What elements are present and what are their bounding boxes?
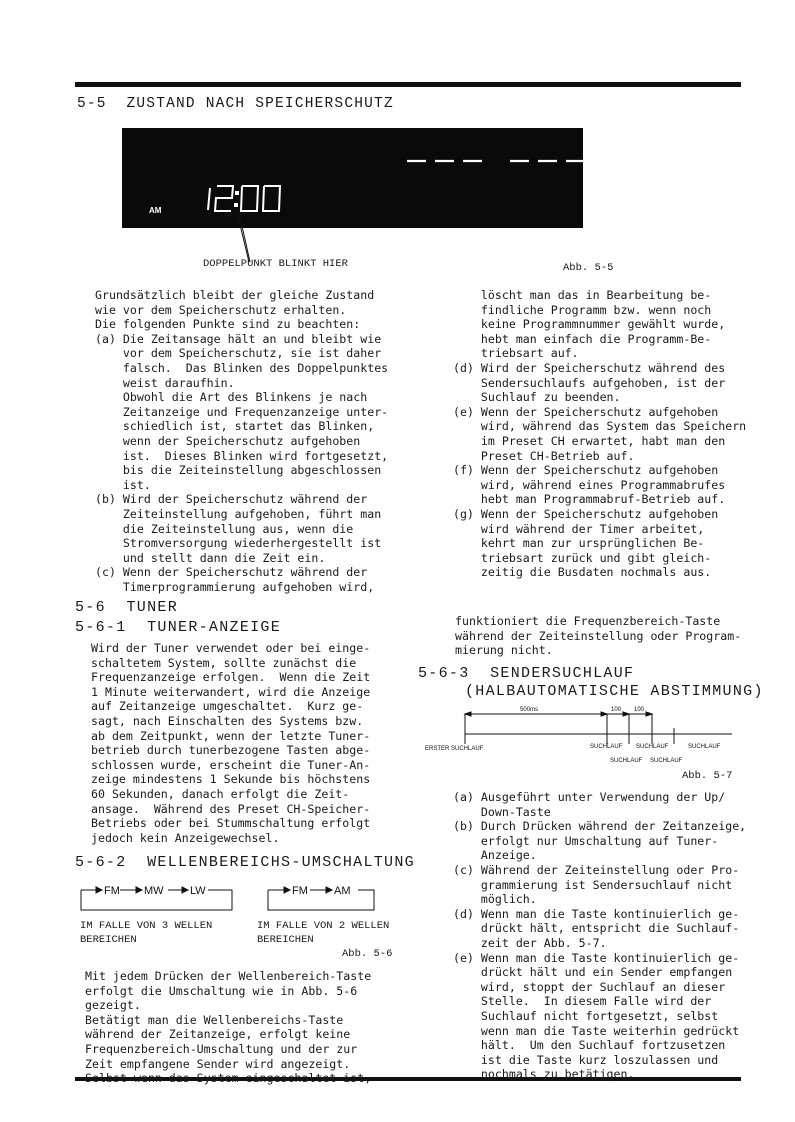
text-line: vor dem Speicherschutz, sie ist daher xyxy=(95,346,382,361)
text-line: Preset CH-Betrieb auf. xyxy=(453,448,635,463)
band3-caption-1: IM FALLE VON 3 WELLEN xyxy=(80,920,213,932)
text-line: wenn man die Taste weiterhin gedrückt xyxy=(453,1023,740,1038)
text-line: (d) Wenn man die Taste kontinuierlich ge- xyxy=(453,906,740,921)
timing-label-500: 500ms xyxy=(520,707,539,713)
figure-label-5-7: Abb. 5-7 xyxy=(682,770,733,782)
band3-fm: FM xyxy=(104,885,120,897)
search-timing-diagram xyxy=(420,700,740,770)
text-line: zeige mindestens 1 Sekunde bis höchstens xyxy=(91,772,371,787)
text-line: Anzeige. xyxy=(453,848,537,863)
text-line: (b) Wird der Speicherschutz während der xyxy=(95,492,368,507)
text-line: (e) Wenn man die Taste kontinuierlich ge- xyxy=(453,950,740,965)
section-heading-5-5: 5-5 ZUSTAND NACH SPEICHERSCHUTZ xyxy=(77,96,394,112)
text-line: nochmals zu betätigen. xyxy=(453,1067,635,1082)
text-line: Selbst wenn das System eingeschaltet ist, xyxy=(85,1071,372,1086)
band2-caption-1: IM FALLE VON 2 WELLEN xyxy=(257,920,390,932)
text-line: hebt man Programmabruf-Betrieb auf. xyxy=(453,492,726,507)
section-heading-5-6: 5-6 TUNER xyxy=(75,599,179,616)
text-line: zeit der Abb. 5-7. xyxy=(453,935,607,950)
text-line: und stellt dann die Zeit ein. xyxy=(95,550,326,565)
text-line: ab dem Zeitpunkt, wenn der letzte Tuner- xyxy=(91,728,371,743)
text-line: (b) Durch Drücken während der Zeitanzeige, xyxy=(453,819,747,834)
text-line: während der Zeiteinstellung oder Program- xyxy=(455,628,742,643)
subsection-heading-5-6-1: 5-6-1 TUNER-ANZEIGE xyxy=(75,619,282,636)
text-line: erfolgt nur Umschaltung auf Tuner- xyxy=(453,833,719,848)
text-line: (e) Wenn der Speicherschutz aufgehoben xyxy=(453,404,719,419)
text-line: Timerprogrammierung aufgehoben wird, xyxy=(95,579,375,594)
text-line: Suchlauf nicht fortgesetzt, selbst xyxy=(453,1008,719,1023)
text-line: schaltetem System, sollte zunächst die xyxy=(91,655,357,670)
text-line: ansage. Während des Preset CH-Speicher- xyxy=(91,801,371,816)
timing-s4: SUCHLAUF xyxy=(610,758,643,764)
text-line: erfolgt die Umschaltung wie in Abb. 5-6 xyxy=(85,983,358,998)
text-line: Wird der Tuner verwendet oder bei einge- xyxy=(91,641,371,655)
text-line: (c) Wenn der Speicherschutz während der xyxy=(95,565,368,580)
text-line: löscht man das in Bearbeitung be- xyxy=(453,288,712,302)
text-line: Down-Taste xyxy=(453,804,551,819)
text-line: kehrt man zur ursprünglichen Be- xyxy=(453,536,705,551)
text-line: Obwohl die Art des Blinkens je nach xyxy=(95,390,368,405)
timing-s1: SUCHLAUF xyxy=(590,744,623,750)
text-line: 1 Minute weiterwandert, wird die Anzeige xyxy=(91,684,371,699)
subsection-heading-5-6-2: 5-6-2 WELLENBEREICHS-UMSCHALTUNG xyxy=(75,854,415,871)
text-line: wird, während eines Programmabrufes xyxy=(453,477,726,492)
text-line: Betätigt man die Wellenbereichs-Taste xyxy=(85,1012,344,1027)
timing-s2: SUCHLAUF xyxy=(636,744,669,750)
text-line: während der Zeitanzeige, erfolgt keine xyxy=(85,1027,351,1042)
text-line: schiedlich ist, startet das Blinken, xyxy=(95,419,375,434)
text-line: jedoch kein Anzeigewechsel. xyxy=(91,830,280,845)
text-line: hält. Um den Suchlauf fortzusetzen xyxy=(453,1038,726,1053)
text-line: Zeiteinstellung aufgehoben, führt man xyxy=(95,506,382,521)
timing-s5: SUCHLAUF xyxy=(650,758,683,764)
text-line: (d) Wird der Speicherschutz während des xyxy=(453,360,726,375)
timing-label-100b: 100 xyxy=(634,707,645,713)
band2-fm: FM xyxy=(292,885,308,897)
text-line: grammierung ist Sendersuchlauf nicht xyxy=(453,877,733,892)
text-line: mierung nicht. xyxy=(455,643,553,658)
section-5-5-right-text xyxy=(453,288,746,580)
text-line: keine Programmnummer gewählt wurde, xyxy=(453,317,726,332)
text-line: möglich. xyxy=(453,892,537,907)
text-line: (g) Wenn der Speicherschutz aufgehoben xyxy=(453,506,719,521)
band2-caption-2: BEREICHEN xyxy=(257,934,314,946)
colon-pointer xyxy=(0,0,795,300)
text-line: Zeitanzeige und Frequenzanzeige unter- xyxy=(95,404,389,419)
text-line: auf Zeitanzeige umgeschaltet. Kurz ge- xyxy=(91,699,364,714)
band3-caption-2: BEREICHEN xyxy=(80,934,137,946)
lcd-band-label: AM xyxy=(149,206,162,215)
section-5-6-2-text xyxy=(85,969,371,1086)
text-line: Die folgenden Punkte sind zu beachten: xyxy=(95,317,361,332)
timing-label-100a: 100 xyxy=(611,707,622,713)
text-line: Sendersuchlaufs aufgehoben, ist der xyxy=(453,375,726,390)
section-5-6-3-text xyxy=(453,790,746,1082)
text-line: Betriebs oder bei Stummschaltung erfolgt xyxy=(91,816,371,831)
section-5-5-left-text xyxy=(95,288,388,594)
text-line: triebsart auf. xyxy=(453,346,579,361)
text-line: ist. Dieses Blinken wird fortgesetzt, xyxy=(95,448,389,463)
text-line: wie vor dem Speicherschutz erhalten. xyxy=(95,302,347,317)
band2-am: AM xyxy=(334,885,351,897)
text-line: im Preset CH erwartet, habt man den xyxy=(453,433,726,448)
text-line: schlossen wurde, erscheint die Tuner-An- xyxy=(91,757,371,772)
text-line: hebt man einfach die Programm-Be- xyxy=(453,331,712,346)
section-5-6-2-right-top-text xyxy=(455,614,741,658)
text-line: wenn der Speicherschutz aufgehoben xyxy=(95,433,361,448)
text-line: (a) Ausgeführt unter Verwendung der Up/ xyxy=(453,790,726,804)
text-line: (a) Die Zeitansage hält an und bleibt wie xyxy=(95,331,382,346)
text-line: weist daraufhin. xyxy=(95,375,235,390)
text-line: bis die Zeiteinstellung abgeschlossen xyxy=(95,463,382,478)
text-line: zeitig die Busdaten nochmals aus. xyxy=(453,565,712,580)
text-line: 60 Sekunden, danach erfolgt die Zeit- xyxy=(91,786,350,801)
text-line: die Zeiteinstellung aus, wenn die xyxy=(95,521,354,536)
text-line: Zeit empfangene Sender wird angezeigt. xyxy=(85,1056,351,1071)
caption-colon-blinks: DOPPELPUNKT BLINKT HIER xyxy=(203,258,348,270)
text-line: sagt, nach Einschalten des Systems bzw. xyxy=(91,713,364,728)
text-line: Mit jedem Drücken der Wellenbereich-Taste xyxy=(85,969,372,983)
text-line: (c) Während der Zeiteinstellung oder Pro- xyxy=(453,862,740,877)
text-line: drückt hält, entspricht die Suchlauf- xyxy=(453,921,740,936)
text-line: ist die Taste kurz loszulassen und xyxy=(453,1052,719,1067)
text-line: drückt hält und ein Sender empfangen xyxy=(453,965,733,980)
text-line: Frequenzanzeige erfolgen. Wenn die Zeit xyxy=(91,670,371,685)
text-line: wird während der Timer arbeitet, xyxy=(453,521,705,536)
text-line: ist. xyxy=(95,477,151,492)
band-switch-diagram xyxy=(78,880,408,914)
timing-first: ERSTER SUCHLAUF xyxy=(425,746,484,752)
timing-s3: SUCHLAUF xyxy=(688,744,721,750)
figure-label-5-6: Abb. 5-6 xyxy=(342,948,393,960)
text-line: Frequenzbereich-Umschaltung und der zur xyxy=(85,1041,358,1056)
text-line: falsch. Das Blinken des Doppelpunktes xyxy=(95,360,389,375)
text-line: Stelle. In diesem Falle wird der xyxy=(453,994,712,1009)
text-line: (f) Wenn der Speicherschutz aufgehoben xyxy=(453,463,719,478)
text-line: wird, stoppt der Suchlauf an dieser xyxy=(453,979,726,994)
text-line: Stromversorgung wiederhergestellt ist xyxy=(95,536,382,551)
text-line: Grundsätzlich bleibt der gleiche Zustand xyxy=(95,288,375,302)
text-line: betrieb durch tunerbezogene Tasten abge- xyxy=(91,743,371,758)
band3-lw: LW xyxy=(190,885,206,897)
text-line: triebsart zurück und gibt gleich- xyxy=(453,550,712,565)
subsection-heading-5-6-3: 5-6-3 SENDERSUCHLAUF xyxy=(418,665,635,682)
band3-mw: MW xyxy=(144,885,164,897)
section-5-6-1-text xyxy=(91,641,370,845)
text-line: gezeigt. xyxy=(85,998,141,1013)
text-line: funktioniert die Frequenzbereich-Taste xyxy=(455,614,721,628)
text-line: wird, während das System das Speichern xyxy=(453,419,747,434)
text-line: findliche Programm bzw. wenn noch xyxy=(453,302,712,317)
text-line: Suchlauf zu beenden. xyxy=(453,390,621,405)
figure-label-5-5: Abb. 5-5 xyxy=(563,262,614,274)
subsection-heading-5-6-3-sub: (HALBAUTOMATISCHE ABSTIMMUNG) xyxy=(465,683,764,700)
